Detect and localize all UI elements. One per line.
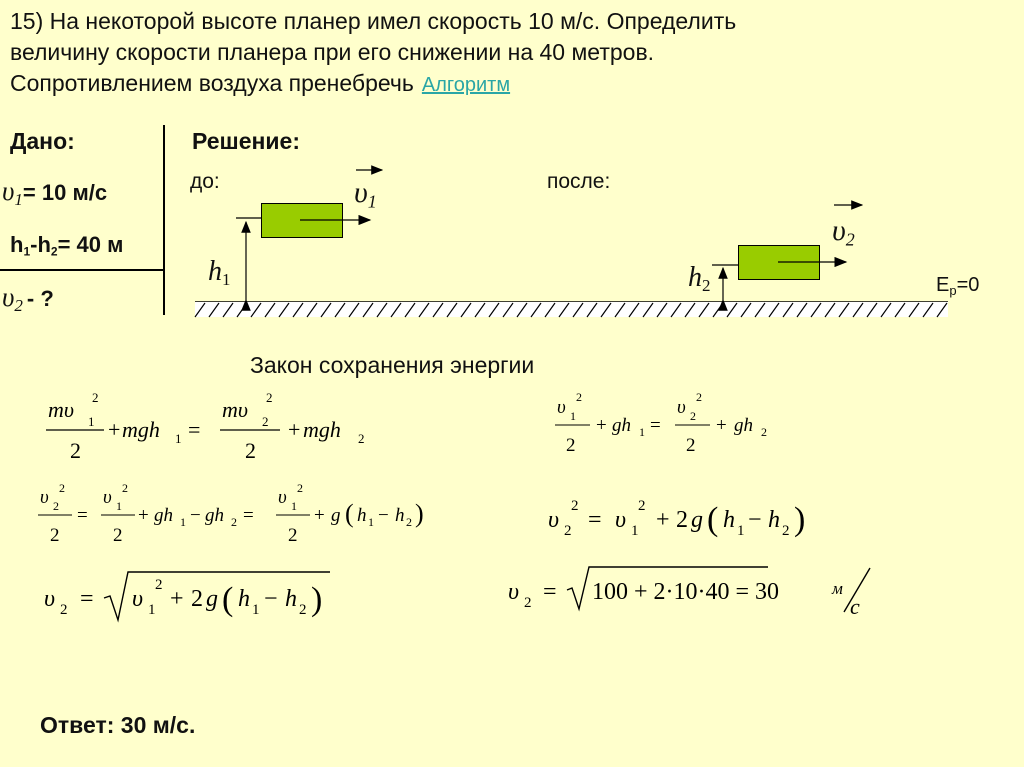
svg-text:2: 2	[60, 602, 68, 618]
svg-text:υ: υ	[557, 397, 566, 418]
given-h1: h	[10, 232, 24, 257]
svg-text:1: 1	[291, 499, 297, 513]
svg-text:(: (	[222, 581, 234, 618]
svg-text:2: 2	[686, 435, 696, 456]
problem-line-3-text: Сопротивлением воздуха пренебречь	[10, 70, 414, 96]
svg-text:2: 2	[782, 523, 790, 539]
svg-text:υ: υ	[677, 397, 686, 418]
answer: Ответ: 30 м/с.	[40, 712, 196, 738]
svg-text:): )	[311, 581, 323, 618]
svg-text:2: 2	[262, 414, 269, 429]
svg-text:−: −	[748, 507, 762, 533]
svg-text:2: 2	[50, 525, 60, 546]
svg-text:1: 1	[631, 523, 639, 539]
svg-text:1: 1	[737, 523, 745, 539]
svg-text:2: 2	[564, 523, 572, 539]
svg-text:100 + 2·10·40 = 30: 100 + 2·10·40 = 30	[592, 579, 780, 605]
v1-label: $\upsilon_1$	[354, 176, 377, 212]
svg-text:+: +	[314, 505, 325, 526]
svg-text:υ: υ	[103, 487, 112, 508]
svg-text:2: 2	[566, 435, 576, 456]
svg-text:=: =	[80, 586, 94, 612]
svg-text:1: 1	[116, 499, 122, 513]
svg-text:2: 2	[231, 515, 237, 529]
svg-text:+: +	[170, 586, 184, 612]
svg-text:м: м	[832, 579, 843, 598]
svg-text:h: h	[285, 586, 297, 612]
svg-text:2: 2	[53, 499, 59, 513]
svg-text:+: +	[288, 417, 301, 442]
svg-text:2: 2	[690, 409, 696, 423]
given-h-dash: -h	[30, 232, 51, 257]
svg-text:1: 1	[175, 431, 182, 446]
svg-text:с: с	[850, 594, 860, 619]
svg-text:−: −	[190, 505, 201, 526]
svg-text:υ: υ	[278, 487, 287, 508]
given-h-value: = 40 м	[57, 232, 124, 257]
svg-text:1: 1	[368, 515, 374, 529]
solution-title: Решение:	[192, 128, 301, 154]
svg-text:υ: υ	[615, 507, 627, 533]
svg-text:1: 1	[639, 425, 645, 439]
svg-text:−: −	[264, 586, 278, 612]
svg-text:=: =	[77, 505, 88, 526]
svg-text:2: 2	[59, 481, 65, 495]
svg-text:2: 2	[524, 595, 532, 611]
svg-text:2: 2	[638, 498, 646, 514]
svg-text:2: 2	[358, 431, 365, 446]
svg-text:υ: υ	[548, 507, 560, 533]
potential-energy-zero: $E_p=0$	[936, 274, 980, 298]
svg-text:2: 2	[676, 507, 688, 533]
svg-text:2: 2	[113, 525, 123, 546]
given-h2-index: 2	[50, 244, 58, 259]
given-v2-value: - ?	[26, 286, 54, 311]
svg-text:υ: υ	[44, 586, 56, 612]
svg-text:2: 2	[155, 577, 163, 593]
given-v1-index: 1	[14, 190, 23, 210]
svg-text:2: 2	[288, 525, 298, 546]
algorithm-link[interactable]: Алгоритм	[421, 74, 511, 96]
svg-text:2: 2	[297, 481, 303, 495]
svg-text:υ: υ	[508, 579, 520, 605]
h2-label: $h_2$	[688, 262, 711, 296]
h1-label: $h_1$	[208, 256, 231, 290]
energy-law-title: Закон сохранения энергии	[250, 352, 535, 378]
given-v1-symbol: υ	[2, 176, 15, 206]
svg-text:): )	[794, 501, 806, 538]
svg-text:=: =	[188, 417, 201, 442]
svg-text:2: 2	[245, 438, 256, 463]
svg-text:υ: υ	[40, 487, 49, 508]
svg-text:1: 1	[252, 602, 260, 618]
svg-text:=: =	[650, 415, 661, 436]
svg-text:−: −	[378, 505, 389, 526]
before-label: до:	[190, 170, 220, 193]
svg-text:υ: υ	[132, 586, 144, 612]
formula-v2-root	[44, 572, 330, 620]
svg-text:mυ: mυ	[48, 397, 74, 422]
svg-text:h: h	[723, 507, 735, 533]
v2-label: $\upsilon_2$	[832, 214, 855, 250]
problem-line-2: величину скорости планера при его снижении на 40 метров.	[10, 39, 655, 65]
svg-text:gh: gh	[205, 505, 224, 526]
svg-text:2: 2	[92, 390, 99, 405]
svg-text:1: 1	[88, 414, 95, 429]
given-v1-value: = 10 м/с	[22, 180, 108, 205]
svg-text:+: +	[656, 507, 670, 533]
formula-energy-reduced	[555, 390, 767, 456]
svg-text:h: h	[768, 507, 780, 533]
after-label: после:	[547, 170, 611, 193]
svg-text:=: =	[243, 505, 254, 526]
svg-text:2: 2	[761, 425, 767, 439]
svg-text:h: h	[395, 505, 405, 526]
svg-text:gh: gh	[154, 505, 173, 526]
svg-text:): )	[415, 499, 424, 528]
svg-text:2: 2	[70, 438, 81, 463]
svg-text:2: 2	[576, 390, 582, 404]
svg-text:mgh: mgh	[303, 417, 341, 442]
svg-text:1: 1	[148, 602, 156, 618]
formula-rearranged	[38, 481, 424, 546]
svg-text:2: 2	[266, 390, 273, 405]
formula-energy-full	[46, 390, 365, 463]
svg-text:=: =	[543, 579, 557, 605]
svg-text:1: 1	[570, 409, 576, 423]
svg-text:2: 2	[696, 390, 702, 404]
svg-text:g: g	[206, 586, 218, 612]
svg-text:(: (	[345, 499, 354, 528]
svg-text:2: 2	[122, 481, 128, 495]
svg-text:mυ: mυ	[222, 397, 248, 422]
given-title: Дано:	[10, 128, 75, 154]
svg-text:+: +	[716, 415, 727, 436]
svg-text:g: g	[691, 507, 703, 533]
svg-text:g: g	[331, 505, 341, 526]
svg-text:gh: gh	[612, 415, 631, 436]
given-v2-symbol: υ	[2, 282, 15, 312]
svg-text:mgh: mgh	[122, 417, 160, 442]
svg-text:h: h	[357, 505, 367, 526]
svg-text:gh: gh	[734, 415, 753, 436]
given-v2-index: 2	[14, 296, 23, 316]
svg-text:2: 2	[191, 586, 203, 612]
svg-text:+: +	[108, 417, 121, 442]
svg-text:2: 2	[299, 602, 307, 618]
svg-text:+: +	[596, 415, 607, 436]
problem-line-1: 15) На некоторой высоте планер имел скорость 10 м/с. Определить	[10, 8, 737, 34]
svg-text:=: =	[588, 507, 602, 533]
svg-text:2: 2	[571, 498, 579, 514]
svg-text:(: (	[707, 501, 719, 538]
svg-text:+: +	[138, 505, 149, 526]
formula-numeric	[508, 567, 870, 619]
svg-text:1: 1	[180, 515, 186, 529]
formula-v2-squared	[548, 498, 805, 539]
svg-text:2: 2	[406, 515, 412, 529]
svg-text:h: h	[238, 586, 250, 612]
given-h1-index: 1	[23, 244, 31, 259]
